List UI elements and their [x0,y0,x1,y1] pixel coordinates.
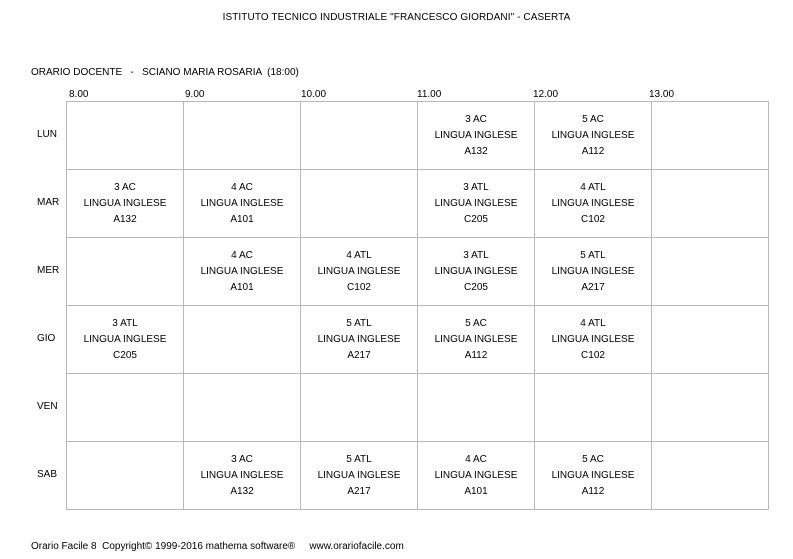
class-name: 3 AC [231,453,253,465]
room-name: A112 [581,485,605,497]
class-name: 4 ATL [346,249,372,261]
timetable-cell [652,102,769,170]
timetable-cell [184,170,301,238]
class-name: 5 AC [582,113,604,125]
hour-label: 8.00 [69,89,89,100]
room-name: A101 [464,485,488,497]
timetable-cell [184,306,301,374]
timetable-row [67,442,769,510]
day-label: MAR [37,197,60,208]
subject-name: LINGUA INGLESE [83,333,167,345]
class-name: 5 ATL [346,453,372,465]
class-name: 5 ATL [580,249,606,261]
room-name: C205 [113,349,137,361]
subject-name: LINGUA INGLESE [317,265,401,277]
hour-label: 9.00 [185,89,205,100]
day-label: SAB [37,469,58,480]
timetable-cell [418,170,535,238]
class-name: 3 ATL [112,317,138,329]
timetable-cell [301,306,418,374]
timetable-cell [184,238,301,306]
class-name: 4 AC [465,453,487,465]
timetable-cell [535,102,652,170]
timetable-row [67,374,769,442]
timetable-cell [301,238,418,306]
subject-name: LINGUA INGLESE [434,265,518,277]
class-name: 4 AC [231,181,253,193]
timetable-cell [418,102,535,170]
timetable-row [67,306,769,374]
class-name: 3 AC [114,181,136,193]
timetable-cell [418,306,535,374]
timetable-cell [67,442,184,510]
timetable-cell [184,374,301,442]
subject-name: LINGUA INGLESE [200,265,284,277]
timetable-row [67,170,769,238]
subject-name: LINGUA INGLESE [551,333,635,345]
subject-name: LINGUA INGLESE [434,197,518,209]
subject-name: LINGUA INGLESE [551,469,635,481]
class-name: 4 AC [231,249,253,261]
class-name: 5 AC [465,317,487,329]
footer-copyright: Orario Facile 8 Copyright© 1999-2016 mathema software® [31,541,296,552]
school-title: ISTITUTO TECNICO INDUSTRIALE "FRANCESCO GIORDANI" - CASERTA [222,12,571,23]
subject-name: LINGUA INGLESE [551,129,635,141]
timetable-cell [301,102,418,170]
subject-name: LINGUA INGLESE [434,469,518,481]
day-label: GIO [37,333,56,344]
timetable-cell [652,442,769,510]
timetable-cell [535,170,652,238]
class-name: 3 AC [465,113,487,125]
timetable-cell [535,306,652,374]
room-name: A112 [464,349,488,361]
timetable-cell [535,442,652,510]
timetable-cell [301,170,418,238]
timetable-row [67,102,769,170]
footer [31,541,404,552]
room-name: C205 [464,281,488,293]
room-name: A217 [347,485,371,497]
timetable-cell [418,442,535,510]
timetable-cell [67,102,184,170]
room-name: A101 [230,281,254,293]
subject-name: LINGUA INGLESE [200,197,284,209]
class-name: 5 AC [582,453,604,465]
subject-name: LINGUA INGLESE [434,129,518,141]
timetable-cell [67,170,184,238]
footer-url: www.orariofacile.com [309,541,404,552]
hour-label: 11.00 [417,89,442,100]
hour-label: 12.00 [533,89,559,100]
class-name: 4 ATL [580,317,606,329]
timetable-cell [301,442,418,510]
class-name: 3 ATL [463,249,489,261]
room-name: C102 [581,349,605,361]
subject-name: LINGUA INGLESE [434,333,518,345]
subject-name: LINGUA INGLESE [551,197,635,209]
timetable-cell [67,374,184,442]
timetable-cell [184,442,301,510]
room-name: A132 [230,485,254,497]
timetable-cell [418,238,535,306]
class-name: 3 ATL [463,181,489,193]
class-name: 4 ATL [580,181,606,193]
day-label: VEN [37,401,58,412]
room-name: A112 [581,145,605,157]
subject-name: LINGUA INGLESE [317,469,401,481]
room-name: C205 [464,213,488,225]
timetable-cell [301,374,418,442]
timetable-cell [652,374,769,442]
room-name: A132 [464,145,488,157]
timetable-cell [67,306,184,374]
class-name: 5 ATL [346,317,372,329]
day-label: LUN [37,129,58,140]
day-label: MER [37,265,60,276]
timetable-cell [67,238,184,306]
hour-label: 10.00 [301,89,327,100]
hour-label: 13.00 [649,89,675,100]
subject-name: LINGUA INGLESE [551,265,635,277]
room-name: A217 [581,281,605,293]
timetable-cell [652,170,769,238]
room-name: C102 [581,213,605,225]
teacher-line: ORARIO DOCENTE - SCIANO MARIA ROSARIA (18:00) [31,67,299,78]
room-name: A132 [113,213,137,225]
timetable-cell [652,306,769,374]
timetable-row [67,238,769,306]
timetable-cell [652,238,769,306]
subject-name: LINGUA INGLESE [83,197,167,209]
room-name: A217 [347,349,371,361]
timetable-cell [418,374,535,442]
room-name: C102 [347,281,371,293]
subject-name: LINGUA INGLESE [317,333,401,345]
timetable-cell [535,374,652,442]
subject-name: LINGUA INGLESE [200,469,284,481]
timetable-cell [184,102,301,170]
room-name: A101 [230,213,254,225]
timetable-cell [535,238,652,306]
timetable-grid [66,101,769,510]
